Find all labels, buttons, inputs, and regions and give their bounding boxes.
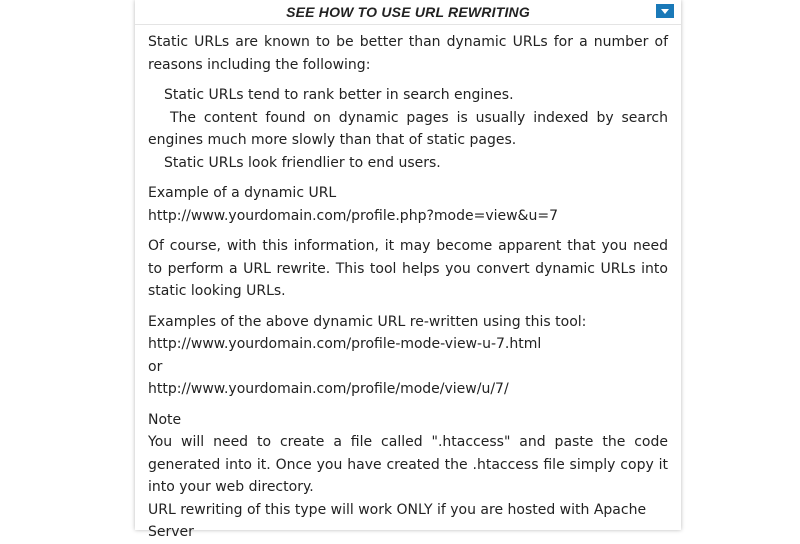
rewritten-url: http://www.yourdomain.com/profile-mode-view-u-7.html xyxy=(148,336,542,352)
panel-header[interactable] xyxy=(135,0,681,25)
benefits-list xyxy=(148,84,668,174)
triangle-down-icon xyxy=(660,8,670,15)
rewritten-url: http://www.yourdomain.com/profile/mode/view/u/7/ xyxy=(148,381,509,397)
apache-note: URL rewriting of this type will work ONLY if you are hosted with Apache Server xyxy=(148,501,647,540)
note-text: You will need to create a file called ".htaccess" and paste the code generated into it. Once you have created the .htaccess file simply copy it into your web directory. xyxy=(148,434,668,495)
dynamic-url-example xyxy=(148,182,668,227)
example-label: Example of a dynamic URL xyxy=(148,185,337,201)
explanation-paragraph: Of course, with this information, it may become apparent that you need to perform a URL rewrite. This tool helps you convert dynamic URLs into static looking URLs. xyxy=(148,238,668,299)
or-separator: or xyxy=(148,358,163,375)
note-label: Note xyxy=(148,411,182,428)
panel-content xyxy=(135,25,681,544)
note-section xyxy=(148,409,668,544)
url-rewriting-help-panel xyxy=(135,0,681,540)
rewritten-label: Examples of the above dynamic URL re-written using this tool: xyxy=(148,313,587,330)
collapse-toggle-button[interactable] xyxy=(656,4,674,18)
benefit-item: The content found on dynamic pages is usually indexed by search engines much more slowly than that of static pages. xyxy=(148,109,668,148)
panel-title: SEE HOW TO USE URL REWRITING xyxy=(286,4,530,20)
rewritten-url-examples xyxy=(148,311,668,401)
benefit-item: Static URLs look friendlier to end users. xyxy=(164,154,441,171)
intro-paragraph: Static URLs are known to be better than dynamic URLs for a number of reasons including the following: xyxy=(148,34,668,73)
dynamic-url: http://www.yourdomain.com/profile.php?mode=view&u=7 xyxy=(148,207,558,224)
benefit-item: Static URLs tend to rank better in search engines. xyxy=(164,87,514,103)
